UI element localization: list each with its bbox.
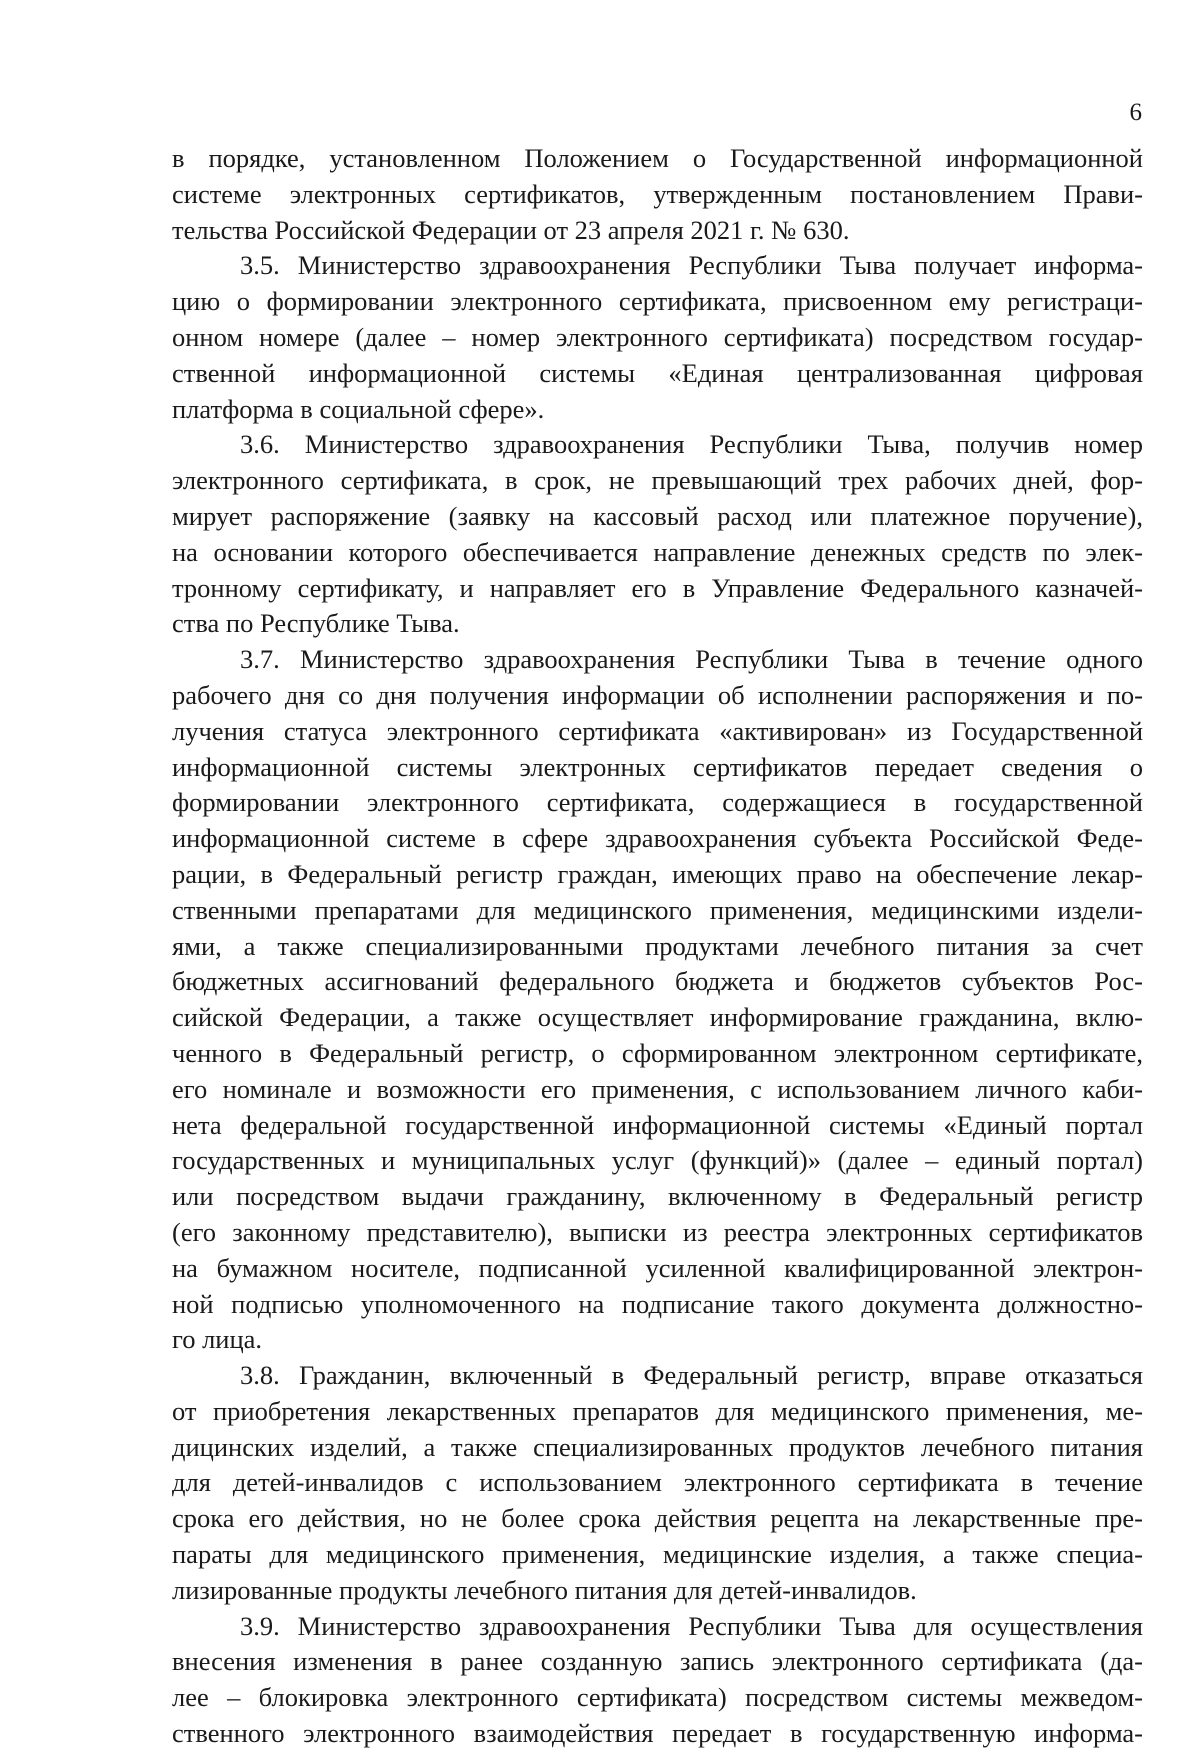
text-line: (его законному представителю), выписки из реестра электронных сертификатов: [172, 1216, 1143, 1247]
text-line: от приобретения лекарственных препаратов для медицинского применения, ме-: [172, 1395, 1143, 1426]
text-line: лизированные продукты лечебного питания для детей-инвалидов.: [172, 1574, 917, 1605]
text-line: внесения изменения в ранее созданную запись электронного сертификата (да-: [172, 1646, 1143, 1677]
text-line: или посредством выдачи гражданину, включенному в Федеральный регистр: [172, 1181, 1143, 1212]
text-line: сийской Федерации, а также осуществляет информирование гражданина, вклю-: [172, 1002, 1143, 1033]
text-line: тронному сертификату, и направляет его в Управление Федерального казначей-: [172, 572, 1143, 603]
text-line: рации, в Федеральный регистр граждан, имеющих право на обеспечение лекар-: [172, 858, 1143, 889]
text-line: в порядке, установленном Положением о Государственной информационной: [172, 143, 1143, 173]
text-line: 3.6. Министерство здравоохранения Республики Тыва, получив номер: [240, 429, 1143, 460]
text-line: его номинале и возможности его применения, с использованием личного каби-: [172, 1073, 1143, 1104]
text-line: платформа в социальной сфере».: [172, 393, 545, 424]
text-line: ченного в Федеральный регистр, о сформированном электронном сертификате,: [172, 1037, 1143, 1068]
text-line: ями, а также специализированными продуктами лечебного питания за счет: [172, 930, 1143, 961]
text-line: информационной системе в сфере здравоохранения субъекта Российской Феде-: [172, 823, 1143, 854]
text-line: ной подписью уполномоченного на подписание такого документа должностно-: [172, 1288, 1143, 1319]
text-line: государственных и муниципальных услуг (функций)» (далее – единый портал): [172, 1145, 1143, 1176]
text-line: лучения статуса электронного сертификата «активирован» из Государственной: [172, 715, 1143, 746]
text-line: рабочего дня со дня получения информации об исполнении распоряжения и по-: [172, 679, 1143, 710]
text-line: срока его действия, но не более срока действия рецепта на лекарственные пре-: [172, 1503, 1143, 1534]
text-line: 3.5. Министерство здравоохранения Республики Тыва получает информа-: [240, 250, 1143, 281]
text-line: системе электронных сертификатов, утвержденным постановлением Прави-: [172, 178, 1143, 209]
text-line: ственными препаратами для медицинского применения, медицинскими издели-: [172, 894, 1143, 925]
text-line: лее – блокировка электронного сертификата) посредством системы межведом-: [172, 1682, 1143, 1713]
text-line: мирует распоряжение (заявку на кассовый расход или платежное поручение),: [172, 500, 1143, 531]
text-line: формировании электронного сертификата, содержащиеся в государственной: [172, 787, 1143, 818]
text-line: на бумажном носителе, подписанной усиленной квалифицированной электрон-: [172, 1252, 1143, 1283]
text-line: параты для медицинского применения, медицинские изделия, а также специа-: [172, 1539, 1143, 1570]
text-line: на основании которого обеспечивается направление денежных средств по элек-: [172, 536, 1143, 567]
text-line: онном номере (далее – номер электронного сертификата) посредством государ-: [172, 321, 1143, 352]
text-line: го лица.: [172, 1324, 263, 1355]
text-line: для детей-инвалидов с использованием электронного сертификата в течение: [172, 1467, 1143, 1498]
text-line: информационной системы электронных сертификатов передает сведения о: [172, 751, 1143, 782]
text-line: цию о формировании электронного сертификата, присвоенном ему регистраци-: [172, 286, 1143, 317]
text-line: нета федеральной государственной информационной системы «Единый портал: [172, 1109, 1143, 1140]
text-line: ственной информационной системы «Единая централизованная цифровая: [172, 357, 1143, 388]
text-line: ства по Республике Тыва.: [172, 608, 460, 639]
text-line: дицинских изделий, а также специализированных продуктов лечебного питания: [172, 1431, 1143, 1462]
text-line: 3.8. Гражданин, включенный в Федеральный регистр, вправе отказаться: [240, 1360, 1143, 1391]
text-line: электронного сертификата, в срок, не превышающий трех рабочих дней, фор-: [172, 465, 1143, 496]
text-line: 3.9. Министерство здравоохранения Республики Тыва для осуществления: [240, 1610, 1143, 1641]
text-line: бюджетных ассигнований федерального бюджета и бюджетов субъектов Рос-: [172, 966, 1143, 997]
page-number: 6: [1129, 99, 1142, 126]
text-line: 3.7. Министерство здравоохранения Республики Тыва в течение одного: [240, 644, 1143, 675]
text-line: тельства Российской Федерации от 23 апреля 2021 г. № 630.: [172, 214, 850, 245]
text-line: ственного электронного взаимодействия передает в государственную информа-: [172, 1718, 1143, 1749]
document-body: [172, 141, 1143, 1752]
